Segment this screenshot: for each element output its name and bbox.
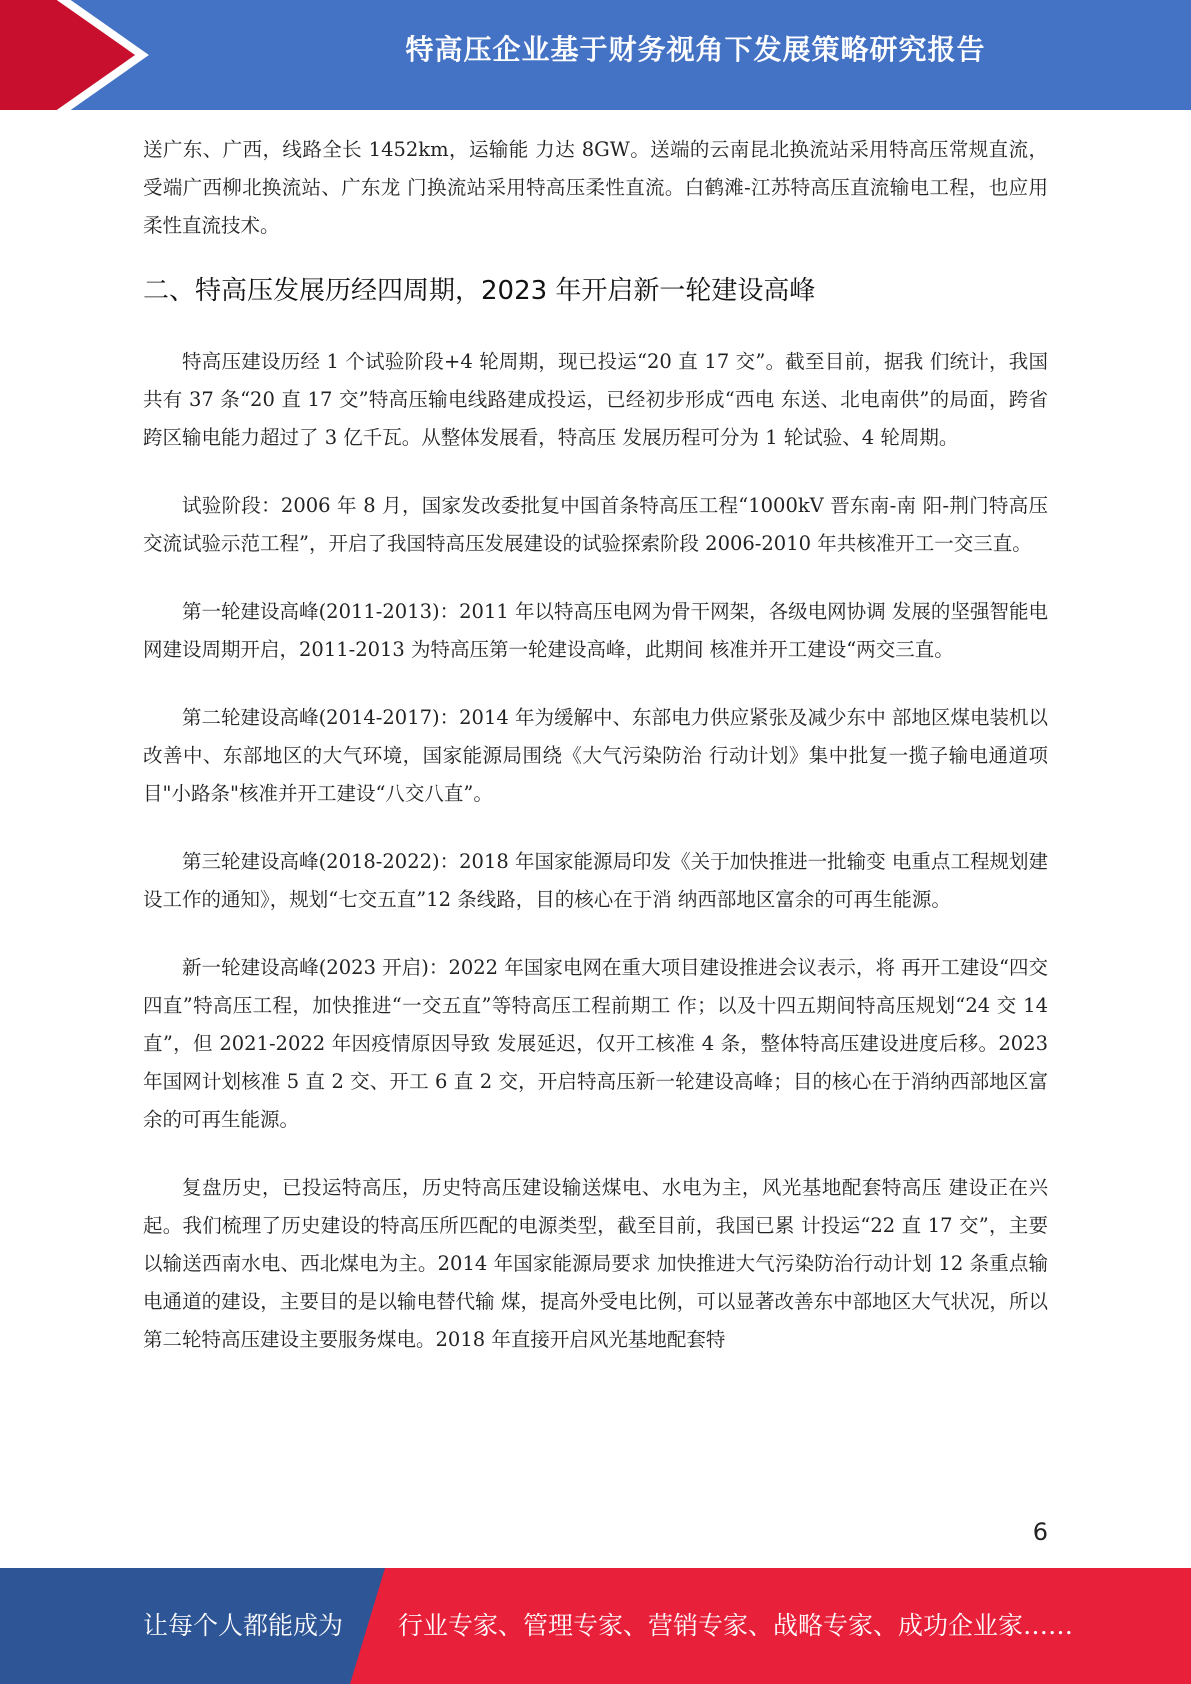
body-paragraph: 第三轮建设高峰(2018-2022)：2018 年国家能源局印发《关于加快推进一批输变 电重点工程规划建设工作的通知》，规划“七交五直”12 条线路，目的核心在于消 纳西部地区富余的可再生能源。 — [143, 850, 1048, 911]
page-number: 6 — [1032, 1518, 1048, 1546]
document-body — [143, 131, 1048, 1359]
body-paragraph: 第二轮建设高峰(2014-2017)：2014 年为缓解中、东部电力供应紧张及减少东中 部地区煤电装机以改善中、东部地区的大气环境，国家能源局围绕《大气污染防治 行动计划》集中批复一揽子输电通道项目"小路条"核准并开工建设“八交八直”。 — [143, 706, 1048, 805]
intro-paragraph: 送广东、广西，线路全长 1452km，运输能 力达 8GW。送端的云南昆北换流站采用特高压常规直流，受端广西柳北换流站、广东龙 门换流站采用特高压柔性直流。白鹤滩-江苏特高压直流输电工程，也应用柔性直流技术。 — [143, 138, 1048, 237]
header-red-arrow — [0, 0, 138, 110]
header-title: 特高压企业基于财务视角下发展策略研究报告 — [405, 33, 986, 66]
body-paragraph: 试验阶段：2006 年 8 月，国家发改委批复中国首条特高压工程“1000kV 晋东南-南 阳-荆门特高压交流试验示范工程”，开启了我国特高压发展建设的试验探索阶段 2006-2010 年共核准开工一交三直。 — [143, 494, 1048, 555]
page-header — [0, 0, 1191, 110]
footer-slogan-left: 让每个人都能成为 — [143, 1611, 344, 1640]
footer-slogan-right: 行业专家、管理专家、营销专家、战略专家、成功企业家…… — [398, 1611, 1074, 1640]
body-paragraph: 特高压建设历经 1 个试验阶段+4 轮周期，现已投运“20 直 17 交”。截至目前，据我 们统计，我国共有 37 条“20 直 17 交”特高压输电线路建成投运，已经初步形成“西电 东送、北电南供”的局面，跨省跨区输电能力超过了 3 亿千瓦。从整体发展看，特高压 发展历程可分为 1 轮试验、4 轮周期。 — [143, 350, 1048, 449]
body-paragraph: 复盘历史，已投运特高压，历史特高压建设输送煤电、水电为主，风光基地配套特高压 建设正在兴起。我们梳理了历史建设的特高压所匹配的电源类型，截至目前，我国已累 计投运“22 直 17 交”，主要以输送西南水电、西北煤电为主。2014 年国家能源局要求 加快推进大气污染防治行动计划 12 条重点输电通道的建设，主要目的是以输电替代输 煤，提高外受电比例，可以显著改善东中部地区大气状况，所以第二轮特高压建设主要服务煤电。2018 年直接开启风光基地配套特 — [143, 1176, 1048, 1351]
section-heading: 二、特高压发展历经四周期，2023 年开启新一轮建设高峰 — [143, 276, 816, 306]
page-footer — [0, 1568, 1191, 1684]
body-paragraph: 新一轮建设高峰(2023 开启)：2022 年国家电网在重大项目建设推进会议表示，将 再开工建设“四交四直”特高压工程，加快推进“一交五直”等特高压工程前期工 作；以及十四五期间特高压规划“24 交 14 直”，但 2021-2022 年因疫情原因导致 发展延迟，仅开工核准 4 条，整体特高压建设进度后移。2023 年国网计划核准 5 直 2 交、开工 6 直 2 交，开启特高压新一轮建设高峰；目的核心在于消纳西部地区富 余的可再生能源。 — [143, 956, 1048, 1131]
body-paragraph: 第一轮建设高峰(2011-2013)：2011 年以特高压电网为骨干网架，各级电网协调 发展的坚强智能电网建设周期开启，2011-2013 为特高压第一轮建设高峰，此期间 核准并开工建设“两交三直。 — [143, 600, 1048, 661]
